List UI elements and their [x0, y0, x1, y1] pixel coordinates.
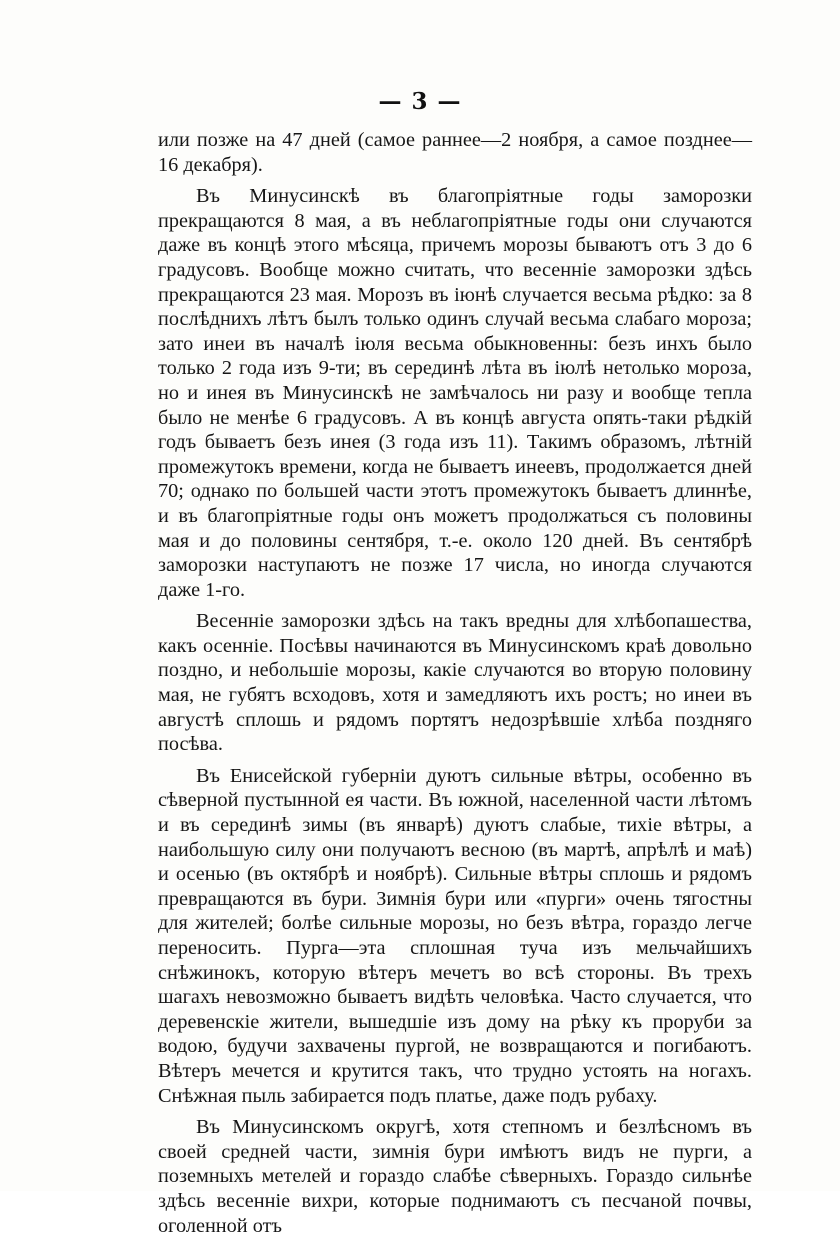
paragraph-continuation: или позже на 47 дней (самое раннее—2 ноября, а самое позднее—16 декабря).	[158, 129, 752, 176]
paragraph-spring-frosts: Весенніе заморозки здѣсь на такъ вредны для хлѣбопашества, какъ осеннiе. Посѣвы начинаются въ Минусинскомъ краѣ довольно поздно, и небольшіе морозы, какіе случаются во вторую половину мая, не губятъ всходовъ, хотя и замедляютъ ихъ ростъ; но инеи въ августѣ сплошь и рядомъ портятъ недозрѣвшіе хлѣба поздняго посѣва.	[158, 610, 752, 756]
page-body	[158, 128, 752, 1245]
paragraph-minusinsk-storms: Въ Минусинскомъ округѣ, хотя степномъ и безлѣсномъ въ своей средней части, зимнія бури имѣютъ видъ не пурги, а поземныхъ метелей и гораздо слабѣе сѣверныхъ. Гораздо сильнѣе здѣсь весенніе вихри, которые поднимаютъ съ песчаной почвы, оголенной отъ	[158, 1116, 752, 1237]
page-number: — 3 —	[378, 88, 462, 115]
paragraph-winds: Въ Енисейской губерніи дуютъ сильные вѣтры, особенно въ сѣверной пустынной ея части. Въ южной, населенной части лѣтомъ и въ серединѣ зимы (въ январѣ) дуютъ слабые, тихіе вѣтры, а наибольшую силу они получаютъ весною (въ мартѣ, апрѣлѣ и маѣ) и осенью (въ октябрѣ и ноябрѣ). Сильные вѣтры сплошь и рядомъ превращаются въ бури. Зимнія бури или «пурги» очень тягостны для жителей; болѣе сильные морозы, но безъ вѣтра, гораздо легче переносить. Пурга—эта сплошная туча изъ мельчайшихъ снѣжинокъ, которую вѣтеръ мечетъ во всѣ стороны. Въ трехъ шагахъ невозможно бываетъ видѣть человѣка. Часто случается, что деревенскіе жители, вышедшіе изъ дому на рѣку къ проруби за водою, будучи захвачены пургой, не возвращаются и погибаютъ. Вѣтеръ мечется и крутится такъ, что трудно устоять на ногахъ. Снѣжная пыль забирается подъ платье, даже подъ рубаху.	[158, 764, 752, 1107]
paragraph-minusinsk-frosts: Въ Минусинскѣ въ благопріятные годы заморозки прекращаются 8 мая, а въ неблагопріятные годы они случаются даже въ концѣ этого мѣсяца, причемъ морозы бываютъ отъ 3 до 6 градусовъ. Вообще можно считать, что весенніе заморозки здѣсь прекращаются 23 мая. Морозъ въ іюнѣ случается весьма рѣдко: за 8 послѣднихъ лѣтъ былъ только одинъ случай весьма слабаго мороза; зато инеи въ началѣ іюля весьма обыкновенны: безъ инхъ было только 2 года изъ 9-ти; въ серединѣ лѣта въ іюлѣ нетолько мороза, но и инея въ Минусинскѣ не замѣчалось ни разу и вообще тепла было не менѣе 6 градусовъ. А въ концѣ августа опять-таки рѣдкій годъ бываетъ безъ инея (3 года изъ 11). Такимъ образомъ, лѣтній промежутокъ времени, когда не бываетъ инеевъ, продолжается дней 70; однако по большей части этотъ промежутокъ бываетъ длиннѣе, и въ благопріятные годы онъ можетъ продолжаться съ половины мая и до половины сентября, т.-е. около 120 дней. Въ сентябрѣ заморозки наступаютъ не позже 17 числа, но иногда случаются даже 1-го.	[158, 185, 752, 601]
